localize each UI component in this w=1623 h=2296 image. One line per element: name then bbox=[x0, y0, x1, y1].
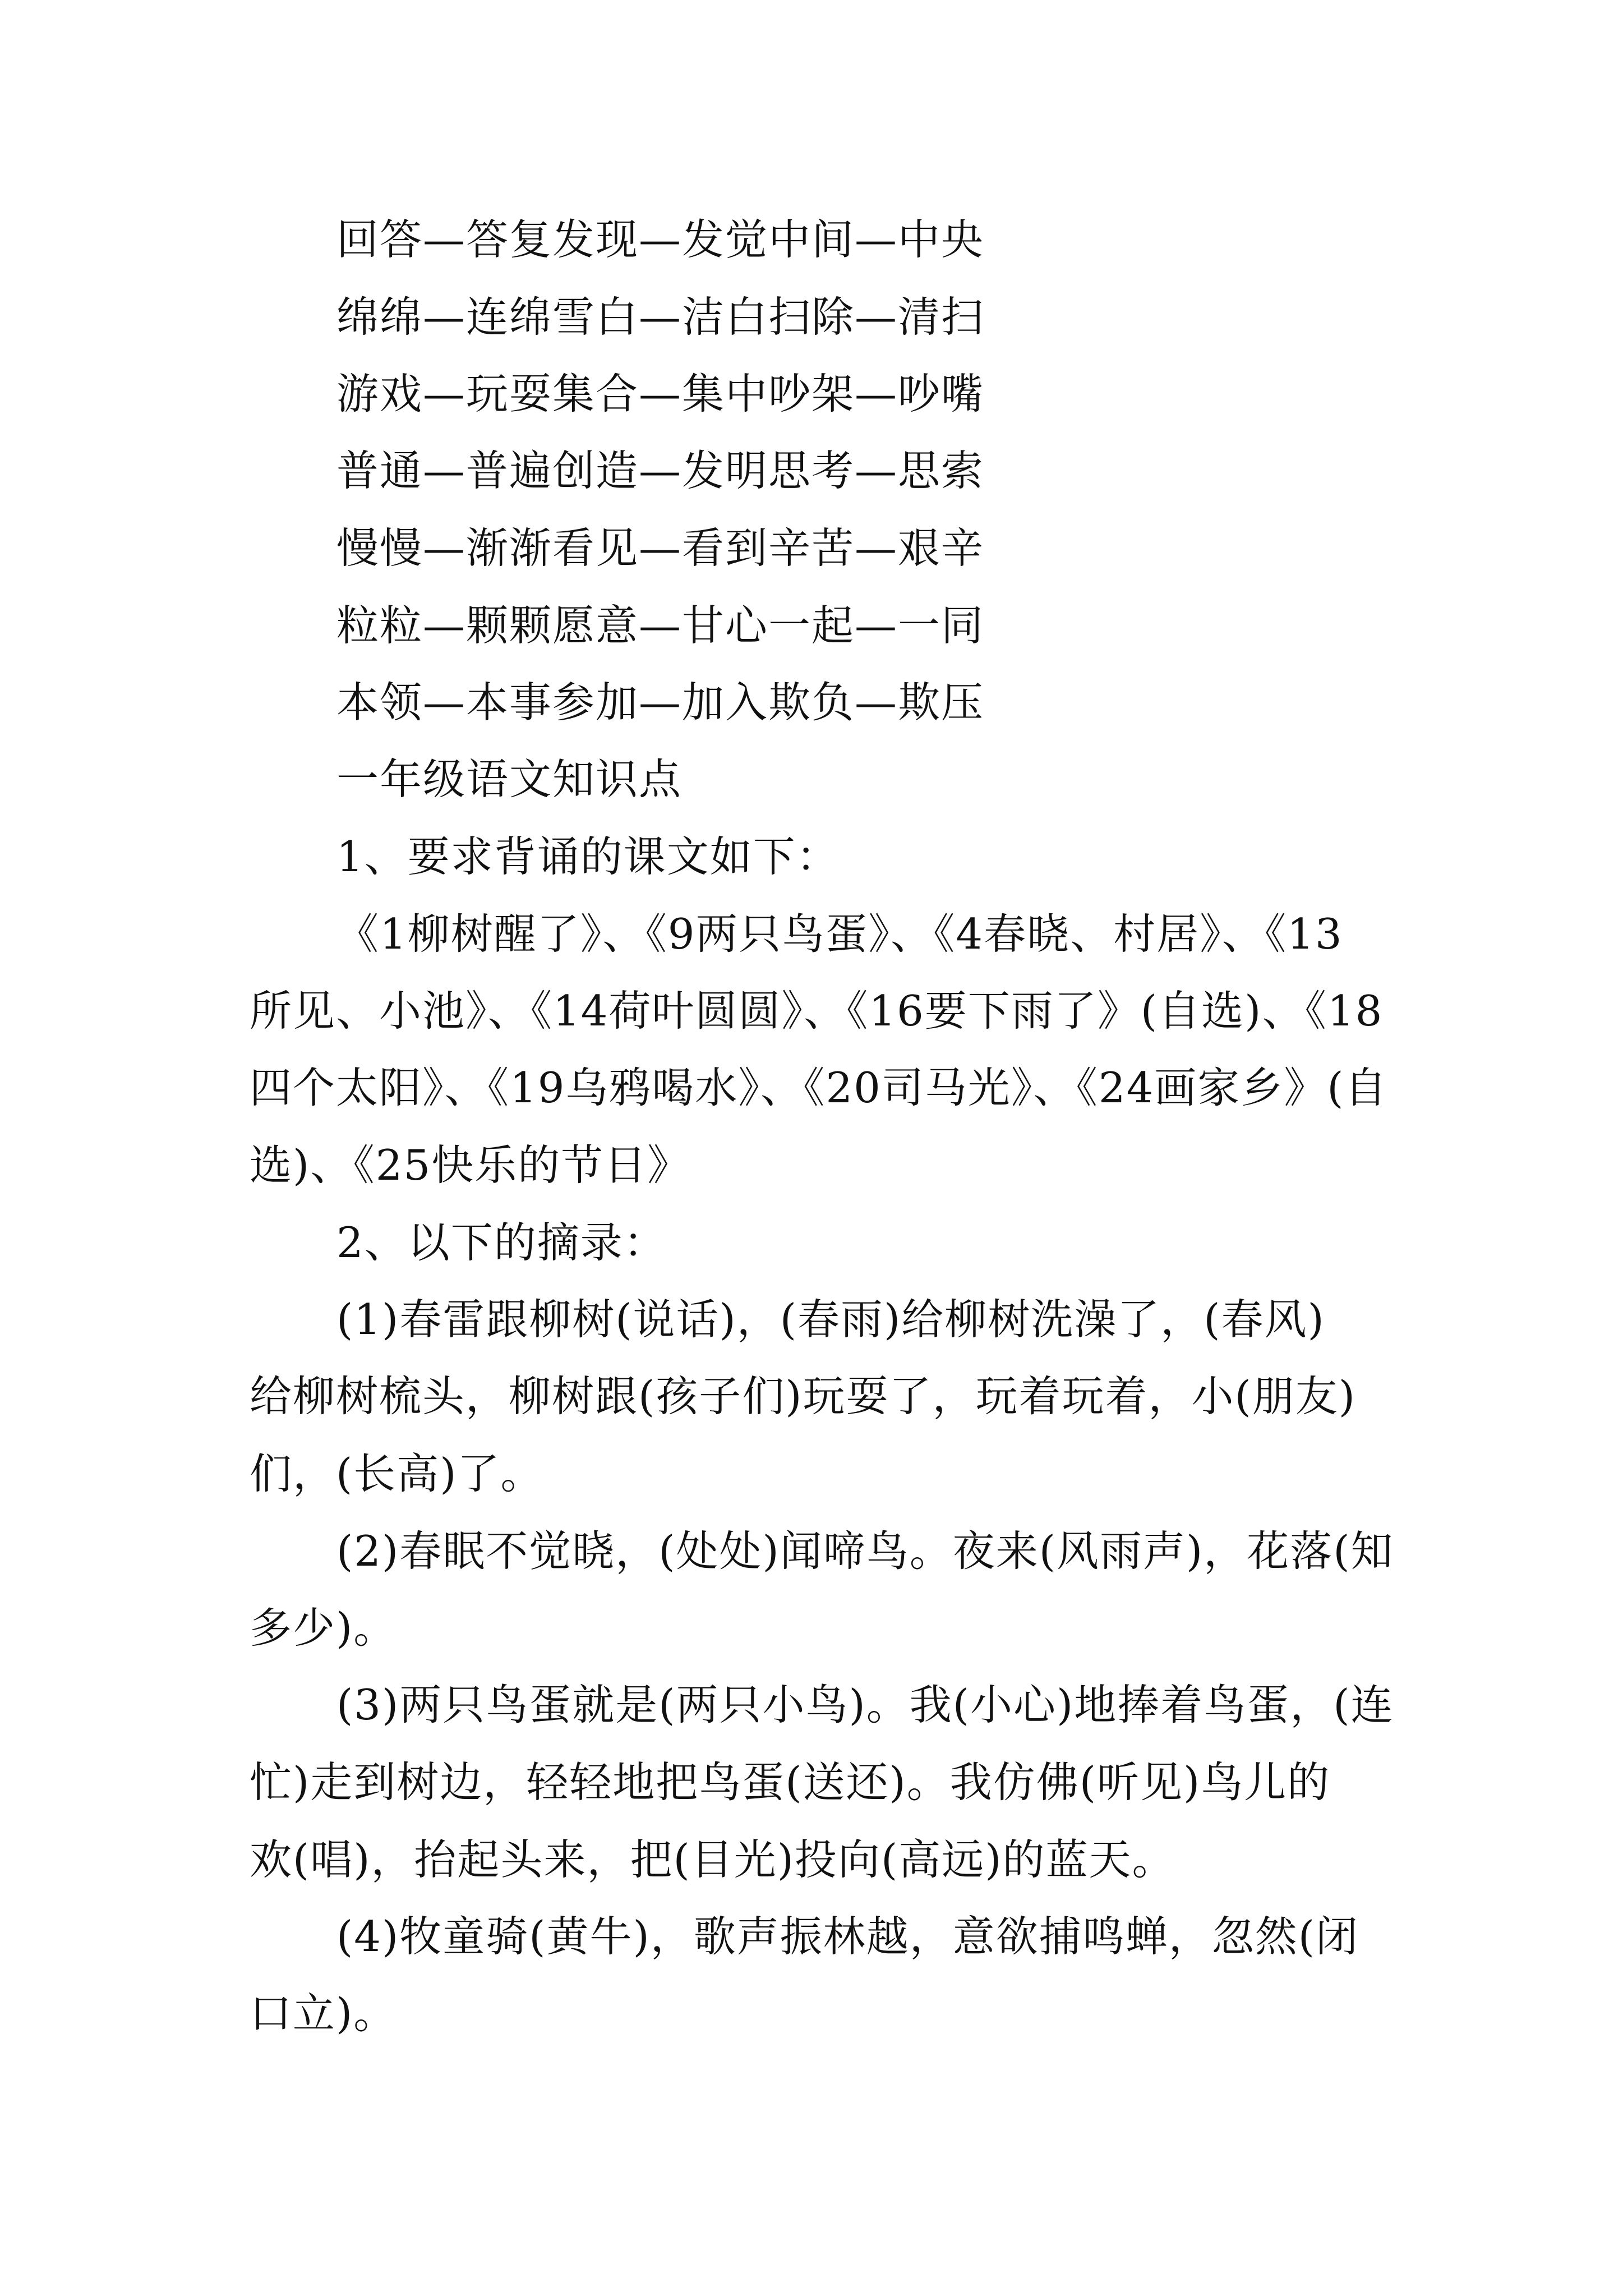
paragraph-line: 们，(长高)了。 bbox=[250, 1449, 544, 1498]
paragraph-line: 口立)。 bbox=[250, 1989, 397, 2038]
paragraph-line: (4)牧童骑(黄牛)，歌声振林越，意欲捕鸣蝉，忽然(闭 bbox=[336, 1912, 1359, 1961]
paragraph-line: (1)春雷跟柳树(说话)，(春雨)给柳树洗澡了，(春风) bbox=[336, 1295, 1325, 1344]
section-title: 一年级语文知识点 bbox=[336, 754, 683, 804]
paragraph-line: 忙)走到树边，轻轻地把鸟蛋(送还)。我仿佛(听见)鸟儿的 bbox=[250, 1757, 1331, 1807]
synonym-line: 慢慢—渐渐看见—看到辛苦—艰辛 bbox=[336, 523, 985, 573]
item-heading: 1、要求背诵的课文如下： bbox=[336, 832, 840, 881]
paragraph-line: 四个太阳》、《19乌鸦喝水》、《20司马光》、《24画家乡》(自 bbox=[250, 1063, 1388, 1112]
synonym-line: 本领—本事参加—加入欺负—欺压 bbox=[336, 678, 985, 727]
paragraph-line: (2)春眠不觉晓，(处处)闻啼鸟。夜来(风雨声)，花落(知 bbox=[336, 1526, 1394, 1576]
paragraph-line: 选)、《25快乐的节日》 bbox=[250, 1140, 691, 1190]
paragraph-line: 给柳树梳头，柳树跟(孩子们)玩耍了，玩着玩着，小(朋友) bbox=[250, 1372, 1357, 1421]
synonym-line: 粒粒—颗颗愿意—甘心一起—一同 bbox=[336, 601, 985, 650]
synonym-line: 游戏—玩耍集合—集中吵架—吵嘴 bbox=[336, 369, 985, 418]
paragraph-line: 所见、小池》、《14荷叶圆圆》、《16要下雨了》(自选)、《18 bbox=[250, 986, 1384, 1036]
item-heading: 2、以下的摘录： bbox=[336, 1218, 667, 1267]
paragraph-line: 《1柳树醒了》、《9两只鸟蛋》、《4春晓、村居》、《13 bbox=[336, 909, 1343, 959]
paragraph-line: 多少)。 bbox=[250, 1603, 397, 1653]
paragraph-line: 欢(唱)，抬起头来，把(目光)投向(高远)的蓝天。 bbox=[250, 1835, 1175, 1884]
synonym-line: 回答—答复发现—发觉中间—中央 bbox=[336, 215, 985, 264]
synonym-line: 绵绵—连绵雪白—洁白扫除—清扫 bbox=[336, 292, 985, 342]
paragraph-line: (3)两只鸟蛋就是(两只小鸟)。我(小心)地捧着鸟蛋，(连 bbox=[336, 1680, 1394, 1729]
synonym-line: 普通—普遍创造—发明思考—思索 bbox=[336, 446, 985, 495]
